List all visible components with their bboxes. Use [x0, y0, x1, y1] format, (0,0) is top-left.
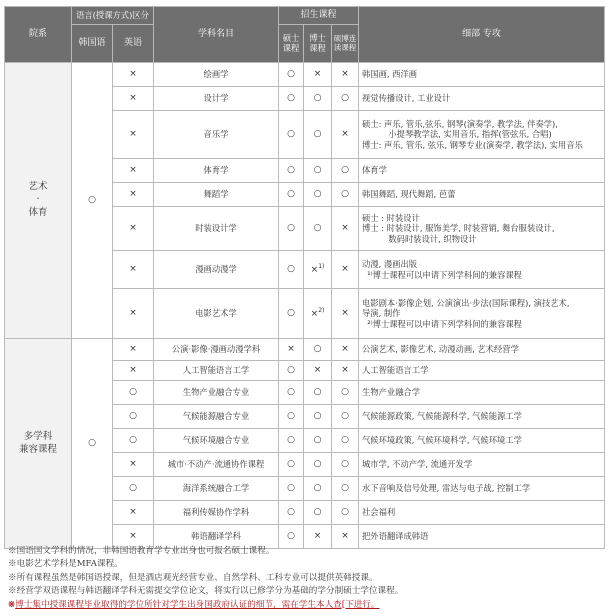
master-mark: ○: [279, 429, 304, 453]
doctor-mark-symbol: ×: [313, 365, 322, 376]
integrated-mark: ×: [332, 207, 359, 251]
doctor-mark-symbol: ○: [313, 435, 322, 446]
header-english: 英语: [113, 25, 154, 63]
header-subject: 学科名目: [154, 7, 279, 63]
integrated-mark: ○: [332, 453, 359, 477]
subject-name: 绘画学: [154, 63, 279, 87]
english-mark: ○: [113, 429, 154, 453]
detail-major: 人工智能语言工学: [359, 361, 605, 381]
detail-major: 韩国舞蹈, 现代舞蹈, 芭蕾: [359, 183, 605, 207]
master-mark: ○: [279, 183, 304, 207]
header-integrated: 硕博连 读课程: [332, 25, 359, 63]
footnote-3: ※所有课程虽然是韩国语授课，但是酒店观光经营专业、自然学科、工科专业可以提供英韩授课。: [8, 572, 378, 583]
integrated-mark: ×: [332, 251, 359, 289]
doctor-mark: [304, 453, 332, 477]
subject-name: 音乐学: [154, 111, 279, 159]
english-mark: ×: [113, 339, 154, 361]
master-mark: ○: [279, 251, 304, 289]
master-mark: ○: [279, 361, 304, 381]
master-mark: ○: [279, 405, 304, 429]
program-table: [4, 6, 605, 549]
doctor-footnote-marker: 1): [318, 263, 325, 271]
table-row: [5, 339, 605, 361]
detail-major: 硕士 : 时装设计 博士 : 时装设计, 服饰美学, 时装营销, 舞台服装设计, 数码时装设计, 织物设计: [359, 207, 605, 251]
doctor-mark-symbol: ○: [313, 129, 322, 140]
integrated-mark: ○: [332, 381, 359, 405]
english-mark: ○: [113, 477, 154, 501]
detail-major: 水下音响及信号处理, 雷达与电子战, 控制工学: [359, 477, 605, 501]
doctor-mark-symbol: ○: [313, 344, 322, 355]
detail-major: 硕士: 声乐, 管乐,弦乐, 钢琴(演奏学, 教学法, 伴奏学), 小提琴教学法, 实用音乐, 指挥(管弦乐, 合唱) 博士: 声乐, 管乐, 弦乐, 钢琴专业(演奏学, 教学法), 实用音乐: [359, 111, 605, 159]
header-master: 硕士 课程: [279, 25, 304, 63]
doctor-mark-symbol: ○: [313, 387, 322, 398]
integrated-mark: ×: [332, 361, 359, 381]
english-mark: ×: [113, 159, 154, 183]
doctor-mark-symbol: ○: [313, 165, 322, 176]
doctor-mark-symbol: ○: [313, 411, 322, 422]
english-mark: ×: [113, 87, 154, 111]
subject-name: 气候能源融合专业: [154, 405, 279, 429]
subject-name: 人工智能语言工学: [154, 361, 279, 381]
subject-name: 海洋系统融合工学: [154, 477, 279, 501]
integrated-mark: ○: [332, 477, 359, 501]
subject-name: 生物产业融合专业: [154, 381, 279, 405]
master-mark: ○: [279, 525, 304, 549]
master-mark: ○: [279, 477, 304, 501]
english-mark: ×: [113, 183, 154, 207]
integrated-mark: ×: [332, 111, 359, 159]
header-language-group: 语言(授课方式)区分: [72, 7, 154, 25]
doctor-mark-symbol: ○: [313, 189, 322, 200]
master-mark: ○: [279, 381, 304, 405]
doctor-mark: [304, 361, 332, 381]
subject-name: 福利传媒协作学科: [154, 501, 279, 525]
english-mark: ×: [113, 251, 154, 289]
subject-name: 舞蹈学: [154, 183, 279, 207]
subject-name: 城市·不动产·流通协作课程: [154, 453, 279, 477]
detail-major: 公演艺术, 影像艺术, 动漫动画, 艺术经营学: [359, 339, 605, 361]
footnote-red-prefix: ※: [8, 599, 16, 610]
english-mark: ×: [113, 207, 154, 251]
doctor-mark: [304, 339, 332, 361]
english-mark: ×: [113, 453, 154, 477]
subject-name: 公演·影像·漫画动漫学科: [154, 339, 279, 361]
master-mark: ○: [279, 159, 304, 183]
footnotes: [8, 545, 403, 612]
doctor-mark-symbol: ×: [310, 309, 319, 320]
master-mark: ○: [279, 87, 304, 111]
doctor-mark-symbol: ×: [313, 69, 322, 80]
detail-major: 生物产业融合学: [359, 381, 605, 405]
detail-major: 气候能源政策, 气候能源科学, 气候能源工学: [359, 405, 605, 429]
integrated-mark: ○: [332, 429, 359, 453]
doctor-mark-symbol: ○: [313, 93, 322, 104]
english-mark: ○: [113, 405, 154, 429]
detail-major: 韩国画, 西洋画: [359, 63, 605, 87]
subject-name: 电影艺术学: [154, 289, 279, 339]
detail-major: 动漫, 漫画出版 ¹⁾博士课程可以申请下列学科间的兼容课程: [359, 251, 605, 289]
detail-major: 气候环境政策, 气候环境科学, 气候环境工学: [359, 429, 605, 453]
doctor-mark-symbol: ×: [310, 265, 319, 276]
header-admission-group: 招生课程: [279, 7, 359, 25]
doctor-mark: [304, 111, 332, 159]
english-mark: ×: [113, 63, 154, 87]
footnote-1: ※国语国文学科的情况，非韩国语教育学专业出身也可报名硕士课程。: [8, 546, 275, 556]
detail-major: 把外语翻译成韩语: [359, 525, 605, 549]
doctor-mark: [304, 183, 332, 207]
footnote-4: ※经营学双语课程与韩语翻译学科无需提交学位论文，将实行以已修学分为基础的学分制硕士学位课程。: [8, 586, 404, 597]
english-mark: ×: [113, 525, 154, 549]
detail-major: 体育学: [359, 159, 605, 183]
doctor-mark-symbol: ×: [313, 531, 322, 542]
doctor-mark: [304, 63, 332, 87]
department-cell: 艺术 · 体育: [5, 63, 72, 339]
integrated-mark: ○: [332, 87, 359, 111]
integrated-mark: ×: [332, 63, 359, 87]
english-mark: ×: [113, 501, 154, 525]
subject-name: 体育学: [154, 159, 279, 183]
header-korean: 韩国语: [72, 25, 113, 63]
doctor-mark: [304, 429, 332, 453]
english-mark: ×: [113, 361, 154, 381]
master-mark: ○: [279, 289, 304, 339]
english-mark: ×: [113, 111, 154, 159]
doctor-mark-symbol: ○: [313, 459, 322, 470]
doctor-mark: [304, 159, 332, 183]
integrated-mark: ○: [332, 405, 359, 429]
detail-major: 城市学, 不动产学, 流通开发学: [359, 453, 605, 477]
subject-name: 时装设计学: [154, 207, 279, 251]
table-body: [5, 63, 605, 549]
master-mark: ○: [279, 207, 304, 251]
korean-mark: ○: [72, 339, 113, 549]
integrated-mark: ×: [332, 525, 359, 549]
detail-major: 视觉传播设计, 工业设计: [359, 87, 605, 111]
integrated-mark: ○: [332, 159, 359, 183]
master-mark: ○: [279, 111, 304, 159]
doctor-mark-symbol: ○: [313, 507, 322, 518]
korean-mark: ○: [72, 63, 113, 339]
doctor-mark-symbol: ○: [313, 223, 322, 234]
footnote-red: [8, 599, 403, 612]
doctor-mark: [304, 405, 332, 429]
header-doctor: 博士 课程: [304, 25, 332, 63]
master-mark: ○: [279, 453, 304, 477]
detail-major: 社会福利: [359, 501, 605, 525]
header-department: 院系: [5, 7, 72, 63]
subject-name: 设计学: [154, 87, 279, 111]
table-row: [5, 63, 605, 87]
integrated-mark: ×: [332, 339, 359, 361]
detail-major: 电影剧本·影像企划, 公演演出·步法(国际课程), 演技艺术, 导演, 制作 ²⁾博士课程可以申请下列学科间的兼容课程: [359, 289, 605, 339]
subject-name: 韩语翻译学科: [154, 525, 279, 549]
english-mark: ×: [113, 289, 154, 339]
english-mark: ○: [113, 381, 154, 405]
doctor-mark: [304, 381, 332, 405]
doctor-mark: [304, 501, 332, 525]
doctor-mark: [304, 477, 332, 501]
subject-name: 漫画动漫学: [154, 251, 279, 289]
doctor-footnote-marker: 2): [318, 307, 325, 315]
footnote-red-text: 博士集中授课课程毕业取得的学位所针对学生出身国政府认证的细节，需在学生本人查[下进行。: [15, 599, 380, 610]
integrated-mark: ○: [332, 501, 359, 525]
master-mark: ○: [279, 501, 304, 525]
department-cell: 多学科 兼容课程: [5, 339, 72, 549]
doctor-mark-symbol: ○: [313, 483, 322, 494]
master-mark: ○: [279, 63, 304, 87]
doctor-mark: [304, 289, 332, 339]
doctor-mark: [304, 207, 332, 251]
integrated-mark: ×: [332, 289, 359, 339]
header-detail: 细部 专攻: [359, 7, 605, 63]
footnote-2: ※电影艺术学科是MFA课程。: [8, 559, 123, 570]
doctor-mark: [304, 251, 332, 289]
integrated-mark: ○: [332, 183, 359, 207]
doctor-mark: [304, 87, 332, 111]
master-mark: ×: [279, 339, 304, 361]
subject-name: 气候环境融合专业: [154, 429, 279, 453]
